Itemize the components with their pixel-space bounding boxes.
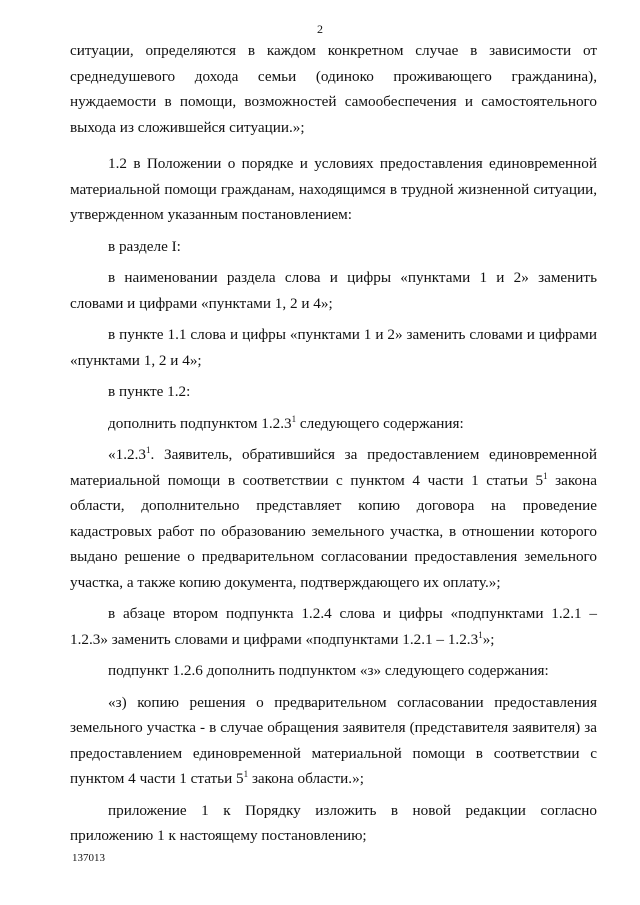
text-fragment: в абзаце втором подпункта 1.2.4 слова и цифры «подпунктами 1.2.1 – 1.2.3» заменить словами и цифрами «подпунктами 1.2.1 – 1.2.3 — [70, 605, 597, 648]
paragraph-point-1-2: в пункте 1.2: — [108, 383, 191, 400]
text-fragment: дополнить подпунктом 1.2.3 — [108, 414, 292, 432]
document-body — [70, 38, 597, 849]
text-fragment: следующего содержания: — [296, 414, 464, 432]
superscript: 1 — [543, 470, 548, 481]
text-fragment: закона области, дополнительно представляет копию договора на проведение кадастровых работ по образованию земельного участка, в отношении которого выдано решение о предварительном согласовании предоставления земельного участка, а также копию документа, подтверждающего их оплату.»; — [70, 471, 597, 591]
text-fragment: . Заявитель, обратившийся за предоставлением единовременной материальной помощи в соответствии с пунктом 4 части 1 статьи 5 — [70, 446, 597, 489]
text-fragment: «1.2.3 — [108, 446, 146, 463]
paragraph-subpoint-z — [70, 690, 597, 792]
paragraph-subpoint-1-2-6: подпункт 1.2.6 дополнить подпунктом «з» следующего содержания: — [108, 662, 549, 679]
paragraph-section-1: в разделе I: — [108, 237, 181, 255]
text-fragment: закона области.»; — [248, 770, 364, 787]
superscript: 1 — [145, 444, 151, 455]
paragraph-subpoint-1-2-4 — [70, 601, 597, 652]
superscript: 1 — [243, 768, 249, 779]
document-code: 137013 — [72, 852, 105, 864]
paragraph-appendix-1: приложение 1 к Порядку изложить в новой редакции согласно приложению 1 к настоящему постановлению; — [70, 801, 597, 844]
paragraph-subpoint-1-2-3-1 — [70, 442, 597, 595]
paragraph-point-1-1: в пункте 1.1 слова и цифры «пунктами 1 и 2» заменить словами и цифрами «пунктами 1, 2 и 4»; — [70, 326, 597, 369]
text-fragment: »; — [482, 630, 495, 648]
page-number: 2 — [317, 22, 323, 36]
superscript: 1 — [478, 629, 483, 640]
text-fragment: «з) копию решения о предварительном согласовании предоставления земельного участка - в случае обращения заявителя (представителя заявителя) за предоставлением единовременной материальной помощи в соответствии с пунктом 4 части 1 статьи 5 — [70, 693, 597, 787]
superscript: 1 — [291, 413, 297, 424]
paragraph-add-subpoint — [70, 411, 597, 437]
paragraph-continuation: ситуации, определяются в каждом конкретном случае в зависимости от среднедушевого дохода семьи (одиноко проживающего гражданина), нуждаемости в помощи, возможностей самообеспечения и самостоятельного выхода из сложившейся ситуации.»; — [70, 42, 597, 136]
paragraph-section-title-change: в наименовании раздела слова и цифры «пунктами 1 и 2» заменить словами и цифрами «пунктами 1, 2 и 4»; — [70, 269, 597, 312]
paragraph-item-1-2: 1.2 в Положении о порядке и условиях предоставления единовременной материальной помощи гражданам, находящимся в трудной жизненной ситуации, утвержденном указанным постановлением: — [70, 155, 597, 223]
